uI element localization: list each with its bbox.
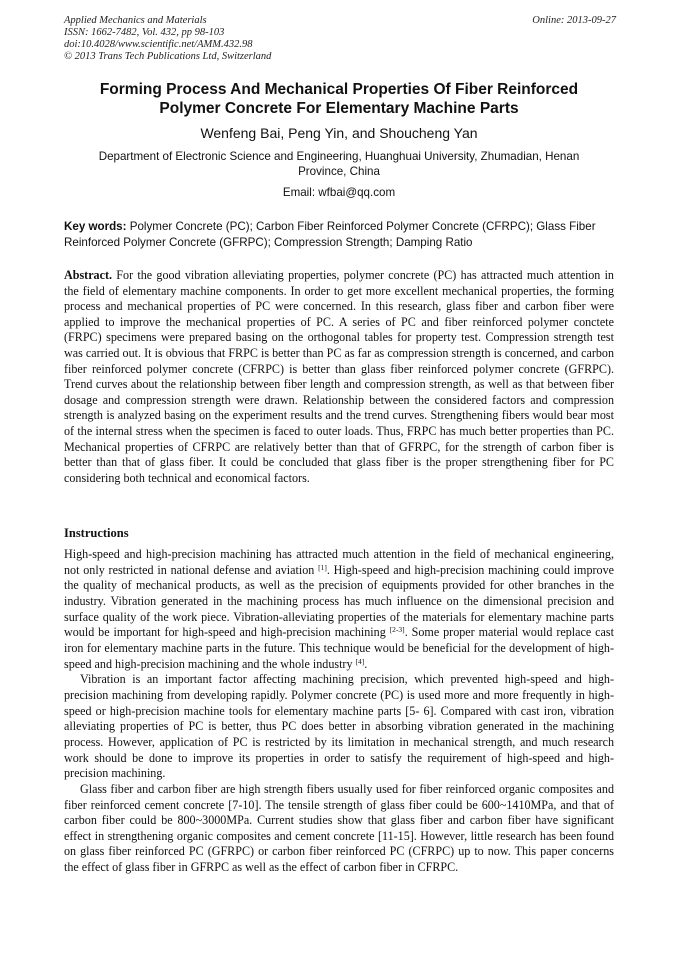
paragraph-1-text-a: High-speed and high-precision machining has attracted much attention in the field of mechanical engineering, not only restricted in national defense and aviation <box>64 547 614 577</box>
section-body <box>64 547 614 876</box>
keywords-label: Key words: <box>64 220 127 233</box>
affiliation-line-2: Province, China <box>298 165 380 178</box>
paragraph-1-text-b: . High-speed and high-precision machining could improve the quality of mechanical products, as well as the precision of equipments provided for other branches in the industry. Vibration generated in the machining process has much influence on the dimensional precision and surface quality of the work piece. Vibration-alleviating properties of the materials for elementary machine parts would be important for high-speed and high-precision machining <box>64 562 614 640</box>
citation-ref: [4] <box>355 656 365 666</box>
authors: Wenfeng Bai, Peng Yin, and Shoucheng Yan <box>200 125 478 141</box>
abstract-text: For the good vibration alleviating properties, polymer concrete (PC) has attracted much attention in the field of elementary machine components. In order to get more excellent mechanical properties, the forming process and mechanical properties of PC were concerned. In this research, glass fiber and carbon fiber were applied to improve the mechanical properties of PC. A series of PC and fiber reinforced polymer conctete (FRPC) specimens were prepared basing on the orthogonal tables for property test. Compression strength test was carried out. It is obvious that FRPC is better than PC as far as compression strength is concerned, and carbon fiber reinforced polymer concrete (CFRPC) is better than glass fiber reinforced polymer concrete (GFRPC). Trend curves about the relationship between fiber length and compression strength, as well as that between fiber dosage and compression strength were drawn. Relationship between the considered factors and compression strength is analyzed basing on the experiment results and the trend curves. Strengthening fibers would bear most of the internal stress when the specimen is faced to outer loads. Thus, FRPC has much better properties than PC. Mechanical properties of CFRPC are relatively better than that of GFRPC, for the strength of carbon fiber is better than that of glass fiber. It could be concluded that glass fiber is the proper strengthening fiber for PC considering both technical and economical factors. <box>64 268 614 485</box>
paragraph-1-text-c: . Some proper material would replace cast iron for elementary machine parts in the future. This technique would be beneficial for the development of high-speed and high-precision machining and the whole industry <box>64 625 614 671</box>
paragraph-1 <box>64 547 614 672</box>
paragraph-1-text-d: . <box>364 656 368 671</box>
issn-line: ISSN: 1662-7482, Vol. 432, pp 98-103 <box>64 27 225 38</box>
keywords <box>64 219 614 251</box>
citation-ref: [2-3] <box>389 625 405 635</box>
abstract-label: Abstract. <box>64 268 113 282</box>
copyright-line: © 2013 Trans Tech Publications Ltd, Switzerland <box>64 51 272 62</box>
author-email: Email: wfbai@qq.com <box>282 186 396 199</box>
title-line-1: Forming Process And Mechanical Properties Of Fiber Reinforced <box>99 81 579 98</box>
doi-line: doi:10.4028/www.scientific.net/AMM.432.98 <box>64 39 253 50</box>
abstract <box>64 268 614 486</box>
citation-ref: [1] <box>318 562 327 572</box>
publication-header <box>64 15 616 63</box>
paragraph-2: Vibration is an important factor affecting machining precision, which prevented high-speed and high-precision machining from developing rapidly. Polymer concrete (PC) is used more and more frequently in high-speed or high-precision machine tools for elementary machine parts [5- 6]. Compared with cast iron, vibration alleviating properties of PC is better, thus PC does better in absorbing vibration generated in the machining process. However, application of PC is restricted by its limitation in mechanical strength, and much research work should be done to improve its properties in order to satisfy the requirement of high-speed and high-precision machining. <box>64 672 614 781</box>
journal-name: Applied Mechanics and Materials <box>64 15 207 26</box>
title-line-2: Polymer Concrete For Elementary Machine Parts <box>159 100 519 117</box>
section-heading: Instructions <box>64 526 129 540</box>
affiliation <box>64 149 614 179</box>
paragraph-3: Glass fiber and carbon fiber are high strength fibers usually used for fiber reinforced organic composites and fiber reinforced cement concrete [7-10]. The tensile strength of glass fiber could be 600~1410MPa, and that of carbon fiber could be 800~3000MPa. Current studies show that glass fiber and carbon fiber have significant effect in strengthening organic composites and cement concrete [11-15]. However, little research has been found on glass fiber reinforced PC (GFRPC) or carbon fiber reinforced PC (CFRPC) up to now. This paper concerns the effect of glass fiber in GFRPC as well as the effect of carbon fiber in CFRPC. <box>64 781 614 875</box>
online-date: Online: 2013-09-27 <box>532 15 616 26</box>
paper-title <box>64 80 614 118</box>
keywords-text: Polymer Concrete (PC); Carbon Fiber Reinforced Polymer Concrete (CFRPC); Glass Fiber Reinforced Polymer Concrete (GFRPC); Compression Strength; Damping Ratio <box>64 220 596 249</box>
affiliation-line-1: Department of Electronic Science and Engineering, Huanghuai University, Zhumadian, Henan <box>98 150 580 163</box>
